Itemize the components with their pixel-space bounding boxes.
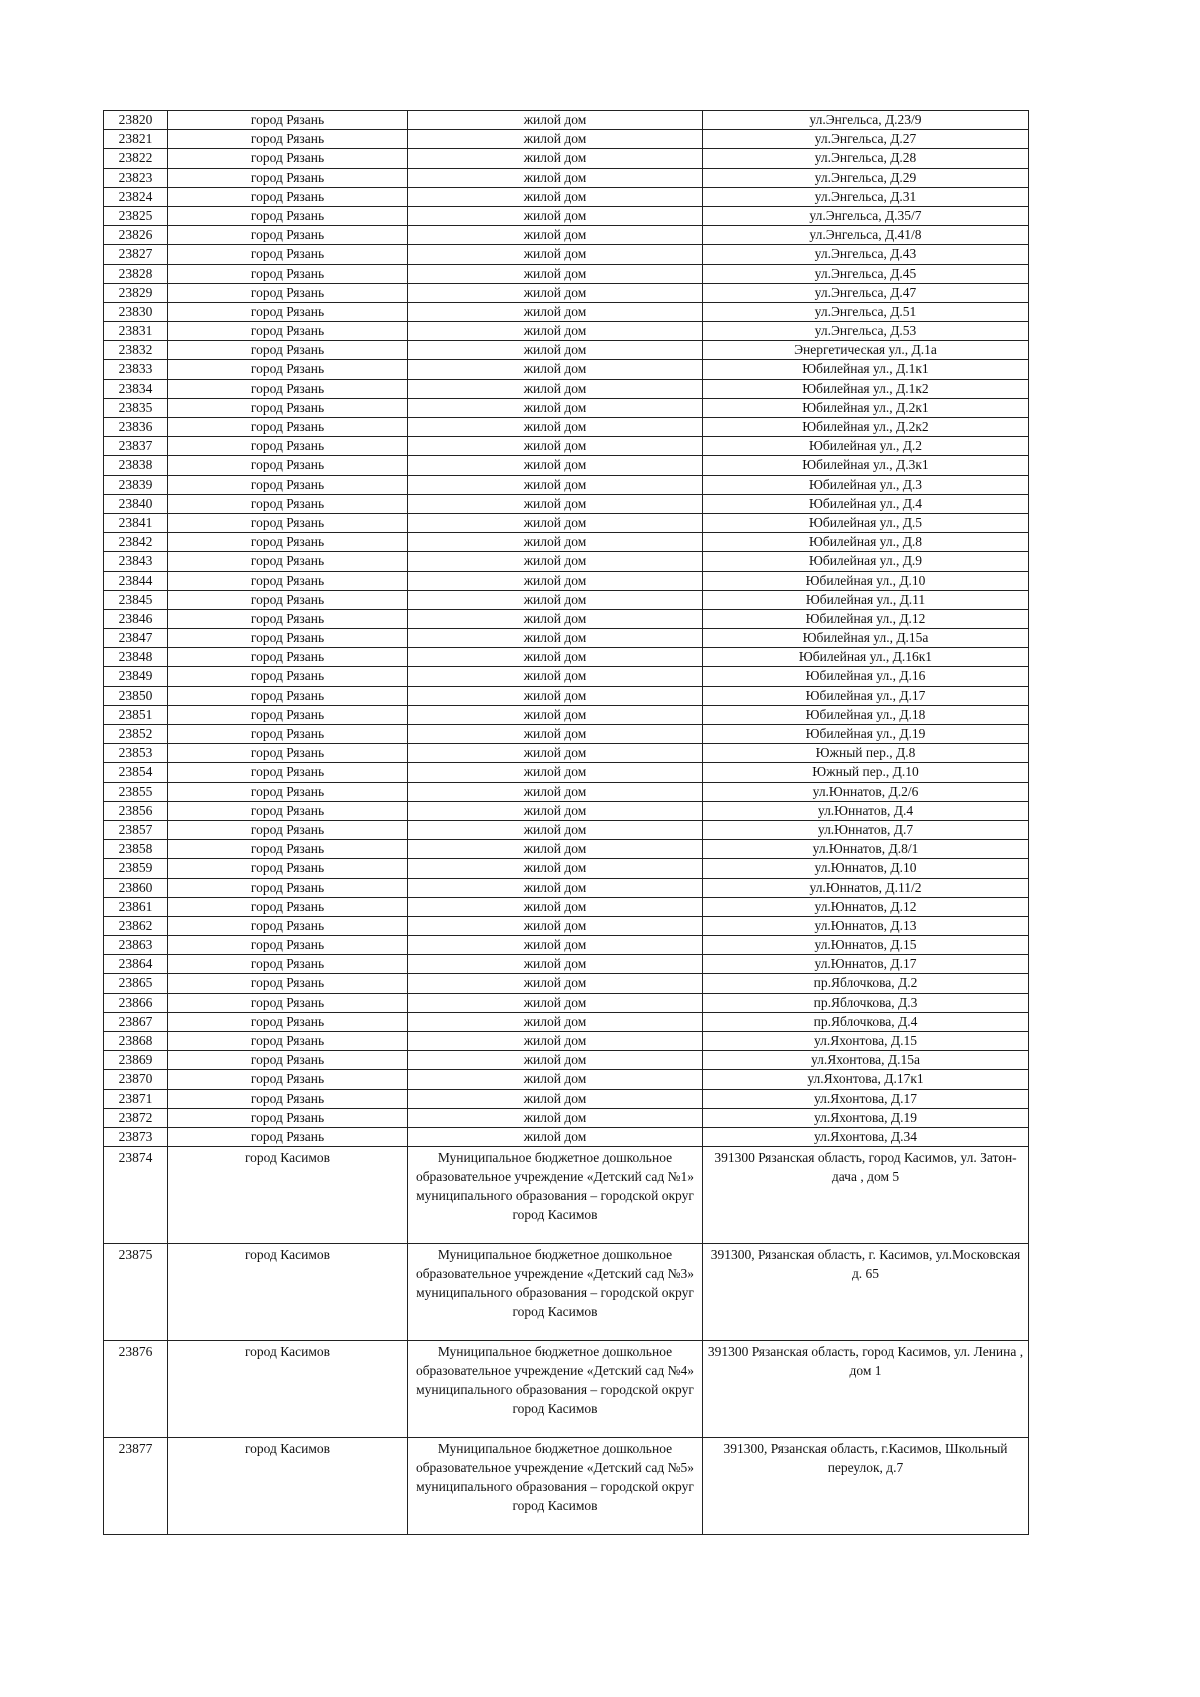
row-number-cell: 23866 (104, 993, 168, 1012)
object-type-cell: жилой дом (408, 187, 703, 206)
table-row (104, 475, 1029, 494)
row-number-cell: 23867 (104, 1012, 168, 1031)
object-type-cell: жилой дом (408, 379, 703, 398)
city-cell: город Рязань (168, 360, 408, 379)
object-type-cell: жилой дом (408, 974, 703, 993)
city-cell: город Рязань (168, 840, 408, 859)
object-type-cell: жилой дом (408, 226, 703, 245)
table-row (104, 820, 1029, 839)
object-type-cell: жилой дом (408, 763, 703, 782)
object-type-cell: жилой дом (408, 609, 703, 628)
table-row (104, 168, 1029, 187)
table-row (104, 974, 1029, 993)
city-cell: город Рязань (168, 513, 408, 532)
table-row (104, 1147, 1029, 1244)
table-row (104, 187, 1029, 206)
city-cell: город Рязань (168, 1032, 408, 1051)
row-number-cell: 23834 (104, 379, 168, 398)
address-cell: ул.Энгельса, Д.28 (703, 149, 1029, 168)
row-number-cell: 23872 (104, 1108, 168, 1127)
address-cell: Юбилейная ул., Д.11 (703, 590, 1029, 609)
address-cell: пр.Яблочкова, Д.3 (703, 993, 1029, 1012)
city-cell: город Рязань (168, 149, 408, 168)
row-number-cell: 23870 (104, 1070, 168, 1089)
city-cell: город Рязань (168, 955, 408, 974)
row-number-cell: 23851 (104, 705, 168, 724)
table-row (104, 552, 1029, 571)
address-cell: ул.Юннатов, Д.4 (703, 801, 1029, 820)
city-cell: город Рязань (168, 744, 408, 763)
address-cell: ул.Энгельса, Д.41/8 (703, 226, 1029, 245)
table-row (104, 1108, 1029, 1127)
address-cell: Юбилейная ул., Д.18 (703, 705, 1029, 724)
city-cell: город Рязань (168, 1089, 408, 1108)
table-row (104, 398, 1029, 417)
city-cell: город Касимов (168, 1147, 408, 1244)
object-type-cell: жилой дом (408, 629, 703, 648)
address-cell: ул.Энгельса, Д.51 (703, 302, 1029, 321)
row-number-cell: 23843 (104, 552, 168, 571)
table-row (104, 1438, 1029, 1535)
table-row (104, 648, 1029, 667)
city-cell: город Рязань (168, 667, 408, 686)
address-cell: Юбилейная ул., Д.8 (703, 533, 1029, 552)
table-row (104, 571, 1029, 590)
table-row (104, 513, 1029, 532)
row-number-cell: 23861 (104, 897, 168, 916)
row-number-cell: 23822 (104, 149, 168, 168)
row-number-cell: 23859 (104, 859, 168, 878)
object-type-cell: жилой дом (408, 1127, 703, 1146)
table-row (104, 494, 1029, 513)
city-cell: город Рязань (168, 302, 408, 321)
table-row (104, 418, 1029, 437)
table-row (104, 149, 1029, 168)
object-type-cell: жилой дом (408, 955, 703, 974)
city-cell: город Рязань (168, 130, 408, 149)
address-cell: ул.Юннатов, Д.8/1 (703, 840, 1029, 859)
object-type-cell: жилой дом (408, 897, 703, 916)
object-type-cell: жилой дом (408, 437, 703, 456)
table-row (104, 456, 1029, 475)
row-number-cell: 23835 (104, 398, 168, 417)
address-cell: ул.Юннатов, Д.12 (703, 897, 1029, 916)
row-number-cell: 23862 (104, 916, 168, 935)
city-cell: город Рязань (168, 878, 408, 897)
table-row (104, 130, 1029, 149)
address-cell: ул.Юннатов, Д.11/2 (703, 878, 1029, 897)
city-cell: город Рязань (168, 475, 408, 494)
address-cell: ул.Яхонтова, Д.15а (703, 1051, 1029, 1070)
table-row (104, 1051, 1029, 1070)
row-number-cell: 23846 (104, 609, 168, 628)
city-cell: город Касимов (168, 1438, 408, 1535)
row-number-cell: 23840 (104, 494, 168, 513)
city-cell: город Рязань (168, 897, 408, 916)
object-type-cell: жилой дом (408, 878, 703, 897)
table-row (104, 341, 1029, 360)
address-cell: 391300, Рязанская область, г. Касимов, ул.Московская д. 65 (703, 1244, 1029, 1341)
object-type-cell: жилой дом (408, 840, 703, 859)
object-type-cell: жилой дом (408, 648, 703, 667)
object-type-cell: жилой дом (408, 552, 703, 571)
city-cell: город Рязань (168, 245, 408, 264)
table-row (104, 916, 1029, 935)
city-cell: город Рязань (168, 494, 408, 513)
row-number-cell: 23874 (104, 1147, 168, 1244)
city-cell: город Рязань (168, 1051, 408, 1070)
city-cell: город Рязань (168, 418, 408, 437)
city-cell: город Рязань (168, 725, 408, 744)
row-number-cell: 23831 (104, 322, 168, 341)
city-cell: город Рязань (168, 1070, 408, 1089)
table-row (104, 897, 1029, 916)
table-row (104, 283, 1029, 302)
row-number-cell: 23855 (104, 782, 168, 801)
row-number-cell: 23875 (104, 1244, 168, 1341)
object-type-cell: жилой дом (408, 744, 703, 763)
city-cell: город Касимов (168, 1341, 408, 1438)
address-cell: ул.Энгельса, Д.53 (703, 322, 1029, 341)
address-cell: Юбилейная ул., Д.16к1 (703, 648, 1029, 667)
city-cell: город Рязань (168, 936, 408, 955)
address-cell: 391300 Рязанская область, город Касимов, ул. Ленина , дом 1 (703, 1341, 1029, 1438)
object-type-cell: жилой дом (408, 360, 703, 379)
address-cell: ул.Энгельса, Д.35/7 (703, 206, 1029, 225)
object-type-cell: Муниципальное бюджетное дошкольное образовательное учреждение «Детский сад №4» муниципального образования – городской округ город Касимов (408, 1341, 703, 1438)
object-type-cell: жилой дом (408, 936, 703, 955)
table-row (104, 936, 1029, 955)
row-number-cell: 23837 (104, 437, 168, 456)
object-type-cell: жилой дом (408, 533, 703, 552)
address-cell: 391300 Рязанская область, город Касимов, ул. Затон-дача , дом 5 (703, 1147, 1029, 1244)
address-cell: ул.Яхонтова, Д.19 (703, 1108, 1029, 1127)
object-type-cell: жилой дом (408, 590, 703, 609)
object-type-cell: жилой дом (408, 916, 703, 935)
object-type-cell: жилой дом (408, 494, 703, 513)
row-number-cell: 23821 (104, 130, 168, 149)
object-type-cell: жилой дом (408, 206, 703, 225)
city-cell: город Рязань (168, 629, 408, 648)
address-cell: ул.Яхонтова, Д.17к1 (703, 1070, 1029, 1089)
table-row (104, 763, 1029, 782)
table-row (104, 206, 1029, 225)
object-type-cell: жилой дом (408, 686, 703, 705)
row-number-cell: 23873 (104, 1127, 168, 1146)
object-type-cell: жилой дом (408, 1089, 703, 1108)
address-cell: ул.Энгельса, Д.45 (703, 264, 1029, 283)
address-cell: ул.Юннатов, Д.13 (703, 916, 1029, 935)
object-type-cell: жилой дом (408, 398, 703, 417)
row-number-cell: 23836 (104, 418, 168, 437)
object-type-cell: жилой дом (408, 513, 703, 532)
table-row (104, 801, 1029, 820)
address-cell: Энергетическая ул., Д.1а (703, 341, 1029, 360)
address-cell: Юбилейная ул., Д.15а (703, 629, 1029, 648)
row-number-cell: 23856 (104, 801, 168, 820)
row-number-cell: 23876 (104, 1341, 168, 1438)
table-row (104, 1244, 1029, 1341)
object-type-cell: жилой дом (408, 283, 703, 302)
table-row (104, 245, 1029, 264)
address-cell: ул.Юннатов, Д.10 (703, 859, 1029, 878)
city-cell: город Рязань (168, 820, 408, 839)
address-cell: Юбилейная ул., Д.16 (703, 667, 1029, 686)
city-cell: город Рязань (168, 686, 408, 705)
table-row (104, 1127, 1029, 1146)
city-cell: город Рязань (168, 168, 408, 187)
table-row (104, 705, 1029, 724)
city-cell: город Рязань (168, 341, 408, 360)
city-cell: город Рязань (168, 264, 408, 283)
city-cell: город Рязань (168, 379, 408, 398)
object-type-cell: жилой дом (408, 149, 703, 168)
address-cell: ул.Юннатов, Д.15 (703, 936, 1029, 955)
address-cell: Юбилейная ул., Д.19 (703, 725, 1029, 744)
row-number-cell: 23833 (104, 360, 168, 379)
row-number-cell: 23863 (104, 936, 168, 955)
address-cell: Юбилейная ул., Д.2 (703, 437, 1029, 456)
object-type-cell: жилой дом (408, 245, 703, 264)
row-number-cell: 23869 (104, 1051, 168, 1070)
row-number-cell: 23824 (104, 187, 168, 206)
address-cell: ул.Энгельса, Д.27 (703, 130, 1029, 149)
object-type-cell: жилой дом (408, 475, 703, 494)
object-type-cell: жилой дом (408, 1032, 703, 1051)
table-row (104, 744, 1029, 763)
row-number-cell: 23857 (104, 820, 168, 839)
address-cell: ул.Яхонтова, Д.15 (703, 1032, 1029, 1051)
object-type-cell: жилой дом (408, 820, 703, 839)
table-row (104, 1032, 1029, 1051)
city-cell: город Рязань (168, 437, 408, 456)
row-number-cell: 23864 (104, 955, 168, 974)
table-row (104, 1012, 1029, 1031)
row-number-cell: 23844 (104, 571, 168, 590)
city-cell: город Рязань (168, 226, 408, 245)
table-row (104, 609, 1029, 628)
table-row (104, 1089, 1029, 1108)
address-cell: пр.Яблочкова, Д.2 (703, 974, 1029, 993)
city-cell: город Касимов (168, 1244, 408, 1341)
city-cell: город Рязань (168, 916, 408, 935)
city-cell: город Рязань (168, 533, 408, 552)
city-cell: город Рязань (168, 648, 408, 667)
city-cell: город Рязань (168, 456, 408, 475)
city-cell: город Рязань (168, 398, 408, 417)
row-number-cell: 23825 (104, 206, 168, 225)
row-number-cell: 23842 (104, 533, 168, 552)
object-type-cell: жилой дом (408, 1070, 703, 1089)
address-cell: Юбилейная ул., Д.2к1 (703, 398, 1029, 417)
object-type-cell: жилой дом (408, 322, 703, 341)
city-cell: город Рязань (168, 1012, 408, 1031)
row-number-cell: 23852 (104, 725, 168, 744)
table-row (104, 226, 1029, 245)
city-cell: город Рязань (168, 859, 408, 878)
table-row (104, 1341, 1029, 1438)
table-row (104, 878, 1029, 897)
address-cell: Юбилейная ул., Д.9 (703, 552, 1029, 571)
table-row (104, 437, 1029, 456)
row-number-cell: 23823 (104, 168, 168, 187)
city-cell: город Рязань (168, 763, 408, 782)
object-type-cell: жилой дом (408, 725, 703, 744)
table-row (104, 590, 1029, 609)
address-cell: ул.Энгельса, Д.31 (703, 187, 1029, 206)
address-cell: Юбилейная ул., Д.3 (703, 475, 1029, 494)
row-number-cell: 23849 (104, 667, 168, 686)
row-number-cell: 23871 (104, 1089, 168, 1108)
city-cell: город Рязань (168, 993, 408, 1012)
object-type-cell: Муниципальное бюджетное дошкольное образовательное учреждение «Детский сад №1» муниципального образования – городской округ город Касимов (408, 1147, 703, 1244)
address-cell: ул.Яхонтова, Д.34 (703, 1127, 1029, 1146)
address-cell: Юбилейная ул., Д.1к2 (703, 379, 1029, 398)
address-cell: Юбилейная ул., Д.3к1 (703, 456, 1029, 475)
row-number-cell: 23838 (104, 456, 168, 475)
object-type-cell: жилой дом (408, 341, 703, 360)
row-number-cell: 23841 (104, 513, 168, 532)
row-number-cell: 23858 (104, 840, 168, 859)
object-type-cell: жилой дом (408, 571, 703, 590)
row-number-cell: 23828 (104, 264, 168, 283)
city-cell: город Рязань (168, 283, 408, 302)
table-row (104, 360, 1029, 379)
table-row (104, 840, 1029, 859)
table-row (104, 859, 1029, 878)
object-type-cell: жилой дом (408, 705, 703, 724)
object-type-cell: Муниципальное бюджетное дошкольное образовательное учреждение «Детский сад №5» муниципального образования – городской округ город Касимов (408, 1438, 703, 1535)
city-cell: город Рязань (168, 974, 408, 993)
table-row (104, 322, 1029, 341)
address-cell: Южный пер., Д.8 (703, 744, 1029, 763)
address-cell: Юбилейная ул., Д.17 (703, 686, 1029, 705)
address-cell: Юбилейная ул., Д.5 (703, 513, 1029, 532)
object-type-cell: жилой дом (408, 1108, 703, 1127)
table-row (104, 629, 1029, 648)
row-number-cell: 23865 (104, 974, 168, 993)
registry-table (103, 110, 1029, 1535)
address-cell: Юбилейная ул., Д.1к1 (703, 360, 1029, 379)
object-type-cell: жилой дом (408, 168, 703, 187)
table-row (104, 533, 1029, 552)
address-cell: ул.Энгельса, Д.29 (703, 168, 1029, 187)
city-cell: город Рязань (168, 801, 408, 820)
address-cell: ул.Яхонтова, Д.17 (703, 1089, 1029, 1108)
row-number-cell: 23830 (104, 302, 168, 321)
object-type-cell: жилой дом (408, 130, 703, 149)
row-number-cell: 23826 (104, 226, 168, 245)
city-cell: город Рязань (168, 1108, 408, 1127)
address-cell: ул.Энгельса, Д.23/9 (703, 111, 1029, 130)
table-row (104, 264, 1029, 283)
row-number-cell: 23820 (104, 111, 168, 130)
city-cell: город Рязань (168, 206, 408, 225)
row-number-cell: 23854 (104, 763, 168, 782)
object-type-cell: жилой дом (408, 264, 703, 283)
address-cell: Юбилейная ул., Д.4 (703, 494, 1029, 513)
address-cell: 391300, Рязанская область, г.Касимов, Школьный переулок, д.7 (703, 1438, 1029, 1535)
row-number-cell: 23868 (104, 1032, 168, 1051)
address-cell: ул.Юннатов, Д.2/6 (703, 782, 1029, 801)
object-type-cell: жилой дом (408, 418, 703, 437)
row-number-cell: 23877 (104, 1438, 168, 1535)
row-number-cell: 23845 (104, 590, 168, 609)
object-type-cell: жилой дом (408, 859, 703, 878)
address-cell: Юбилейная ул., Д.12 (703, 609, 1029, 628)
table-row (104, 955, 1029, 974)
table-row (104, 667, 1029, 686)
row-number-cell: 23829 (104, 283, 168, 302)
object-type-cell: Муниципальное бюджетное дошкольное образовательное учреждение «Детский сад №3» муниципального образования – городской округ город Касимов (408, 1244, 703, 1341)
city-cell: город Рязань (168, 1127, 408, 1146)
address-cell: Южный пер., Д.10 (703, 763, 1029, 782)
object-type-cell: жилой дом (408, 801, 703, 820)
address-cell: пр.Яблочкова, Д.4 (703, 1012, 1029, 1031)
city-cell: город Рязань (168, 571, 408, 590)
city-cell: город Рязань (168, 187, 408, 206)
table-row (104, 993, 1029, 1012)
table-row (104, 1070, 1029, 1089)
object-type-cell: жилой дом (408, 1012, 703, 1031)
table-row (104, 725, 1029, 744)
object-type-cell: жилой дом (408, 302, 703, 321)
row-number-cell: 23848 (104, 648, 168, 667)
row-number-cell: 23853 (104, 744, 168, 763)
address-cell: ул.Энгельса, Д.43 (703, 245, 1029, 264)
city-cell: город Рязань (168, 609, 408, 628)
table-row (104, 379, 1029, 398)
city-cell: город Рязань (168, 322, 408, 341)
city-cell: город Рязань (168, 590, 408, 609)
table-row (104, 782, 1029, 801)
row-number-cell: 23832 (104, 341, 168, 360)
row-number-cell: 23839 (104, 475, 168, 494)
row-number-cell: 23860 (104, 878, 168, 897)
object-type-cell: жилой дом (408, 456, 703, 475)
table-row (104, 111, 1029, 130)
object-type-cell: жилой дом (408, 667, 703, 686)
address-cell: ул.Юннатов, Д.17 (703, 955, 1029, 974)
city-cell: город Рязань (168, 782, 408, 801)
table-row (104, 686, 1029, 705)
city-cell: город Рязань (168, 552, 408, 571)
address-cell: ул.Юннатов, Д.7 (703, 820, 1029, 839)
table-row (104, 302, 1029, 321)
row-number-cell: 23850 (104, 686, 168, 705)
row-number-cell: 23847 (104, 629, 168, 648)
row-number-cell: 23827 (104, 245, 168, 264)
registry-table-body (104, 111, 1029, 1535)
city-cell: город Рязань (168, 111, 408, 130)
address-cell: ул.Энгельса, Д.47 (703, 283, 1029, 302)
object-type-cell: жилой дом (408, 111, 703, 130)
address-cell: Юбилейная ул., Д.10 (703, 571, 1029, 590)
object-type-cell: жилой дом (408, 1051, 703, 1070)
object-type-cell: жилой дом (408, 993, 703, 1012)
city-cell: город Рязань (168, 705, 408, 724)
object-type-cell: жилой дом (408, 782, 703, 801)
address-cell: Юбилейная ул., Д.2к2 (703, 418, 1029, 437)
